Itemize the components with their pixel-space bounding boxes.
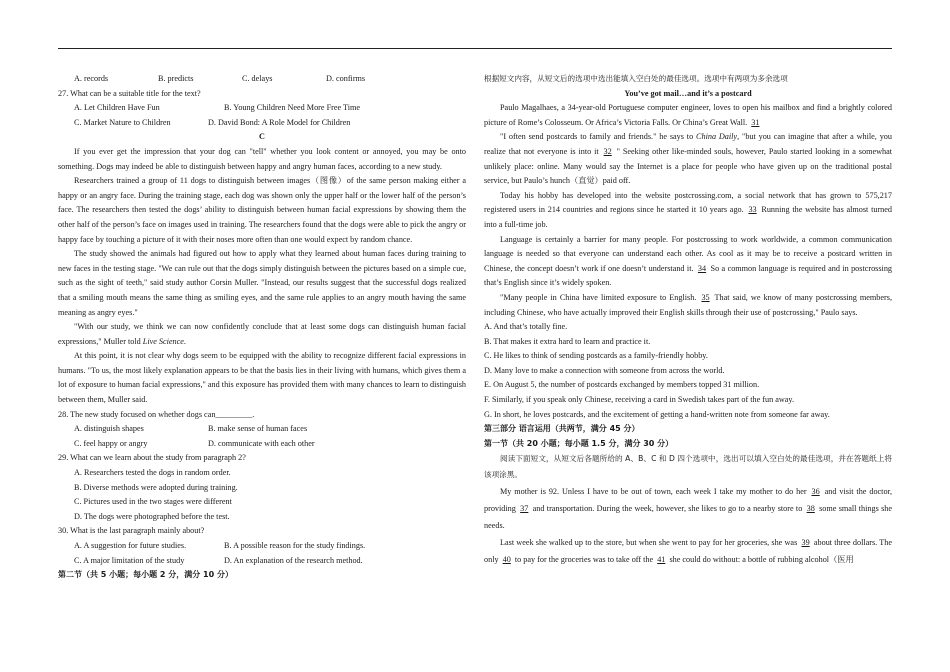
blank-34[interactable]: 34	[697, 263, 707, 273]
passage-c-para-2: Researchers trained a group of 11 dogs to distinguish between images（图像）of the same person making either a happy or an angry face. During the training stage, each dog was shown only the upper half or the lower half of the person’s face. The researchers then tested the dogs’ ability to distinguish between human facial expressions by showing them the other half of the person’s face on images used in training. The researchers found that the dogs were able to pick the angry or happy face by touching a picture of it with their noses more often than one would expect by random chance.	[58, 176, 466, 244]
blank-31[interactable]: 31	[751, 117, 760, 127]
postcard-para-3	[484, 189, 892, 233]
cloze-2-text-c: to pay for the groceries was to take off the	[514, 555, 654, 565]
postcard-para-4	[484, 233, 892, 291]
live-science-source: Live Science	[142, 336, 184, 346]
postcard-para-2	[484, 130, 892, 188]
para-3-text-b: Running the website has almost turned into a full-time job.	[484, 205, 892, 229]
section-c-heading: C	[259, 132, 265, 142]
blank-38[interactable]: 38	[806, 504, 815, 514]
option-a[interactable]: A. And that’s totally fine.	[484, 322, 568, 332]
cloze-1-text-c: and transportation. During the week, however, she likes to go to a nearby store to	[532, 504, 803, 514]
cloze-para-2	[484, 534, 892, 568]
cloze-1-text-b: and visit the doctor, providing	[484, 487, 892, 514]
para-2-text-b: , "but you can imagine that after a while, you realize that not everyone is into it	[484, 132, 892, 156]
q28-option-a[interactable]: A. distinguish shapes	[74, 424, 144, 434]
blank-40[interactable]: 40	[502, 555, 511, 565]
cloze-1-text-d: some small things she needs.	[484, 504, 892, 531]
cloze-2-text-d: she could do without: a bottle of rubbing alcohol（医用	[669, 555, 854, 565]
q28-options-row1	[58, 422, 466, 437]
q27-option-b[interactable]: B. Young Children Need More Free Time	[224, 103, 361, 113]
q30-option-d[interactable]: D. An explanation of the research method.	[224, 555, 363, 565]
cloze-instruction: 根据短文内容，从短文后的选项中选出能填入空白处的最佳选项。选项中有两项为多余选项	[484, 74, 788, 83]
blank-33[interactable]: 33	[748, 205, 757, 215]
header-rule	[58, 48, 892, 49]
blank-39[interactable]: 39	[801, 538, 810, 548]
q27-option-d[interactable]: D. David Bond: A Role Model for Children	[208, 117, 351, 127]
q30-options-row1	[58, 539, 466, 554]
para-5-text-b: That said, we know of many postcrossing members, including Chinese, who have actually improved their English skills through their use of postcrossing," Paulo says.	[484, 292, 892, 317]
cloze-para-1	[484, 483, 892, 534]
para-2-text-c: " Seeking other like-minded souls, however, Paulo started looking in a somewhat unlikely place: online. Many would say the Internet is a place for people who have given up on the traditional postal service, but Paulo’s hunch（直觉）paid off.	[484, 146, 892, 186]
postcard-para-5	[484, 291, 892, 320]
q26-option-b[interactable]: B. predicts	[158, 74, 194, 83]
section-1-heading: 第一节（共 20 小题；每小题 1.5 分，满分 30 分）	[484, 438, 674, 448]
para-4-text-b: So a common language is required and in postcrossing that’s English since it’s widely spoken.	[484, 263, 893, 288]
passage-c-para-3: The study showed the animals had figured out how to apply what they learned about human faces during training to new faces in the testing stage. "We can rule out that the dogs simply distinguish between the pictures based on a simple cue, such as the sight of teeth," said study author Corsin Muller. "Instead, our results suggest that the successful dogs realized that a smiling mouth means the same thing as smiling eyes, and the same rule applies to an angry mouth having the same meaning as angry eyes."	[58, 249, 466, 317]
postcard-para-1	[484, 101, 892, 130]
blank-41[interactable]: 41	[657, 555, 666, 565]
right-column	[484, 72, 892, 568]
q29-option-b[interactable]: B. Diverse methods were adopted during training.	[74, 482, 238, 492]
q29-option-c[interactable]: C. Pictures used in the two stages were different	[74, 497, 232, 507]
q27-options-row2	[58, 116, 466, 131]
q30-question: 30. What is the last paragraph mainly about?	[58, 526, 205, 536]
q27-option-a[interactable]: A. Let Children Have Fun	[74, 103, 160, 113]
cloze-instruction-2: 阅读下面短文，从短文后各题所给的 A、B、C 和 D 四个选项中，选出可以填入空白处的最佳选项，并在答题纸上将该项涂黑。	[484, 454, 892, 480]
q27-question: 27. What can be a suitable title for the text?	[58, 88, 201, 98]
passage-c-para-5: At this point, it is not clear why dogs seem to be equipped with the ability to recognize different facial expressions in humans. "To us, the most likely explanation appears to be that the basis lies in their living with humans, which gives them a lot of exposure to human facial expressions," and this exposure has provided them with many chances to learn to distinguish between them, Muller said.	[58, 351, 466, 405]
section-2-heading: 第二节（共 5 小题；每小题 2 分，满分 10 分）	[58, 570, 233, 580]
q26-option-c[interactable]: C. delays	[242, 74, 273, 83]
q29-question: 29. What can we learn about the study from paragraph 2?	[58, 453, 246, 463]
q30-option-b[interactable]: B. A possible reason for the study findings.	[224, 541, 366, 550]
q30-option-a[interactable]: A. A suggestion for future studies.	[74, 541, 187, 550]
q28-option-b[interactable]: B. make sense of human faces	[208, 424, 308, 434]
option-f[interactable]: F. Similarly, if you speak only Chinese, receiving a card in Swedish takes part of the fun away.	[484, 395, 795, 405]
cloze-2-text-a: Last week she walked up to the store, but when she went to pay for her groceries, she was	[500, 538, 798, 548]
left-column	[58, 72, 466, 583]
para-5-text-a: "Many people in China have limited exposure to English.	[500, 292, 697, 302]
option-e[interactable]: E. On August 5, the number of postcards exchanged by members topped 31 million.	[484, 380, 760, 390]
q28-option-c[interactable]: C. feel happy or angry	[74, 438, 148, 448]
cloze-1-text-a: My mother is 92. Unless I have to be out of town, each week I take my mother to do her	[500, 487, 807, 497]
blank-32[interactable]: 32	[603, 146, 612, 156]
part-3-heading: 第三部分 语言运用（共两节，满分 45 分）	[484, 424, 640, 434]
q27-option-c[interactable]: C. Market Nature to Children	[74, 117, 171, 127]
blank-37[interactable]: 37	[520, 504, 529, 514]
q30-options-row2	[58, 554, 466, 569]
para-3-text-a: Today his hobby has developed into the website postcrossing.com, a social network that has grown to 575,217 registered users in 214 countries and regions since he started it 10 years ago.	[484, 190, 892, 215]
q28-question: 28. The new study focused on whether dogs can_________.	[58, 409, 255, 419]
passage-c-para-1: If you ever get the impression that your dog can "tell" whether you look content or annoyed, you may be onto something. Dogs may indeed be able to distinguish between happy and angry human faces, according to a new study.	[58, 146, 466, 171]
para-4-text: "With our study, we think we can now confidently conclude that at least some dogs can distinguish human facial expressions," Muller told	[58, 322, 466, 346]
option-c[interactable]: C. He likes to think of sending postcards as a family-friendly hobby.	[484, 351, 708, 361]
q29-option-a[interactable]: A. Researchers tested the dogs in random order.	[74, 468, 231, 478]
cloze-2-text-b: about three dollars. The only	[484, 538, 893, 565]
q28-options-row2	[58, 437, 466, 452]
q26-options	[58, 72, 466, 87]
option-g[interactable]: G. In short, he loves postcards, and the excitement of getting a hand-written note from someone far away.	[484, 409, 830, 419]
blank-36[interactable]: 36	[811, 487, 820, 497]
para-4-text-a: Language is certainly a barrier for many people. For postcrossing to work worldwide, a common communication language is needed so that everyone can understand each other. As cool as it may be to receive a postcard written in Chinese, the concept doesn’t work if one doesn’t understand it.	[484, 234, 892, 273]
q28-option-d[interactable]: D. communicate with each other	[208, 438, 315, 448]
passage-c-para-4: "With our study, we think we can now confidently conclude that at least some dogs can distinguish human facial expressions," Muller told Live Science.	[58, 322, 466, 346]
passage-title: You’ve got mail…and it’s a postcard	[624, 88, 752, 98]
q26-option-d[interactable]: D. confirms	[326, 74, 366, 83]
q30-option-c[interactable]: C. A major limitation of the study	[74, 555, 185, 565]
para-2-text-a: "I often send postcards to family and friends." he says to	[500, 132, 697, 142]
q26-option-a[interactable]: A. records	[74, 74, 109, 83]
option-d[interactable]: D. Many love to make a connection with someone from across the world.	[484, 365, 725, 375]
q29-option-d[interactable]: D. The dogs were photographed before the test.	[74, 511, 230, 521]
option-b[interactable]: B. That makes it extra hard to learn and practice it.	[484, 336, 651, 346]
q27-options-row1	[58, 101, 466, 116]
para-1-text: Paulo Magalhaes, a 34-year-old Portuguese computer engineer, loves to open his mailbox and find a brightly colored picture of Rome’s Colosseum. Or Africa’s Victoria Falls. Or China’s Great Wall.	[484, 103, 892, 127]
china-daily-source: China Daily	[696, 132, 738, 142]
blank-35[interactable]: 35	[701, 292, 710, 302]
